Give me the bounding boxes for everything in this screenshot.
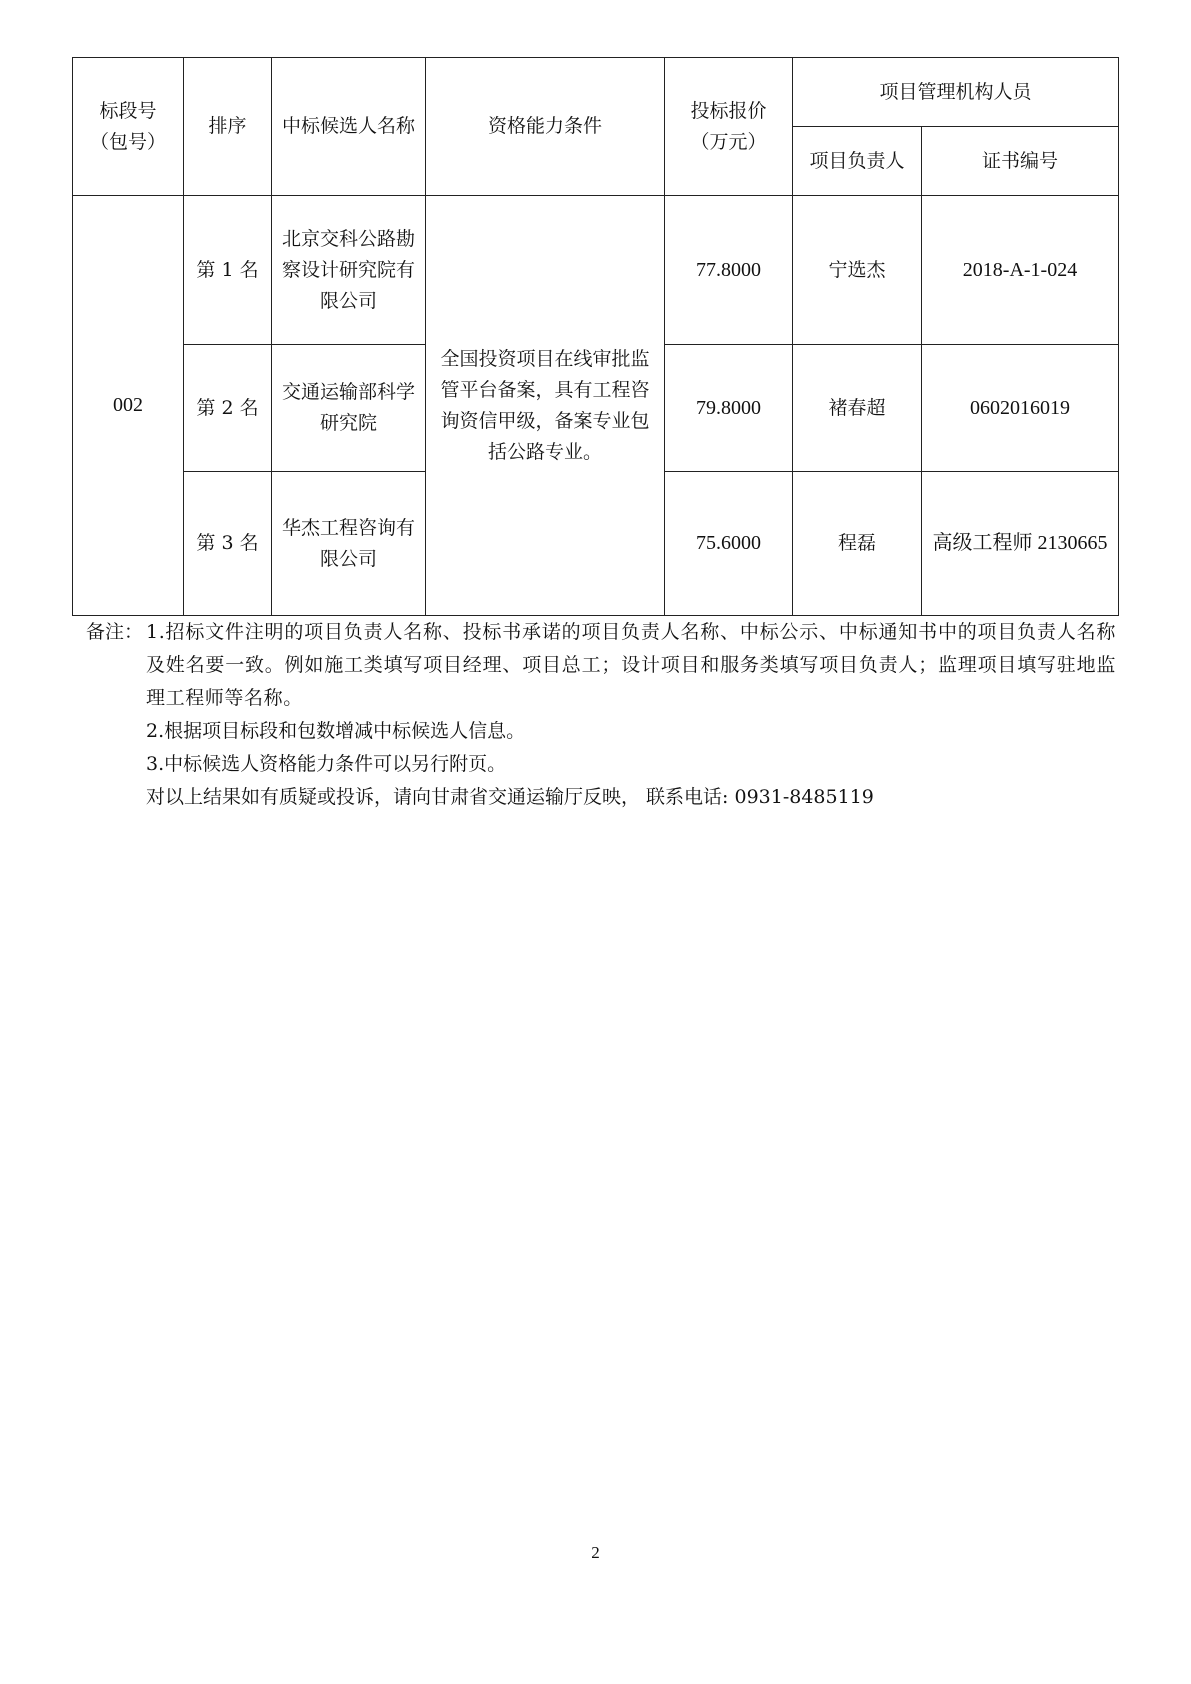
note-item-3: 3.中标候选人资格能力条件可以另行附页。: [146, 753, 507, 775]
candidate-cell: 北京交科公路勘察设计研究院有限公司: [272, 196, 426, 345]
header-certificate-no: 证书编号: [922, 127, 1119, 196]
rank-cell: 第 1 名: [184, 196, 272, 345]
notes-label: 备注：: [86, 621, 144, 643]
header-qualification: 资格能力条件: [426, 58, 665, 196]
price-cell: 79.8000: [665, 345, 793, 472]
leader-cell: 褚春超: [793, 345, 922, 472]
table-row: [73, 196, 1119, 345]
section-cell: 002: [73, 196, 184, 616]
certificate-cell: 高级工程师 2130665: [922, 472, 1119, 616]
header-candidate-name: 中标候选人名称: [272, 58, 426, 196]
header-rank: 排序: [184, 58, 272, 196]
rank-cell: 第 2 名: [184, 345, 272, 472]
note-item-1: 1.招标文件注明的项目负责人名称、投标书承诺的项目负责人名称、中标公示、中标通知书中的项目负责人名称及姓名要一致。例如施工类填写项目经理、项目总工；设计项目和服务类填写项目负责人；监理项目填写驻地监理工程师等名称。: [146, 621, 1116, 709]
price-cell: 75.6000: [665, 472, 793, 616]
note-item-2: 2.根据项目标段和包数增减中标候选人信息。: [146, 720, 526, 742]
price-cell: 77.8000: [665, 196, 793, 345]
page-number: 2: [591, 1543, 600, 1562]
header-management-group: 项目管理机构人员: [793, 58, 1119, 127]
certificate-cell: 0602016019: [922, 345, 1119, 472]
candidate-cell: 交通运输部科学研究院: [272, 345, 426, 472]
leader-cell: 程磊: [793, 472, 922, 616]
header-project-leader: 项目负责人: [793, 127, 922, 196]
candidate-table: [72, 57, 1119, 616]
leader-cell: 宁选杰: [793, 196, 922, 345]
qualification-cell: 全国投资项目在线审批监管平台备案，具有工程咨询资信甲级，备案专业包括公路专业。: [426, 196, 665, 616]
notes-block: [86, 616, 1116, 814]
header-bid-price: 投标报价（万元）: [665, 58, 793, 196]
candidate-cell: 华杰工程咨询有限公司: [272, 472, 426, 616]
rank-cell: 第 3 名: [184, 472, 272, 616]
certificate-cell: 2018-A-1-024: [922, 196, 1119, 345]
header-section-no: 标段号（包号）: [73, 58, 184, 196]
contact-line: 对以上结果如有质疑或投诉，请向甘肃省交通运输厅反映， 联系电话: 0931-8485119: [146, 786, 874, 808]
